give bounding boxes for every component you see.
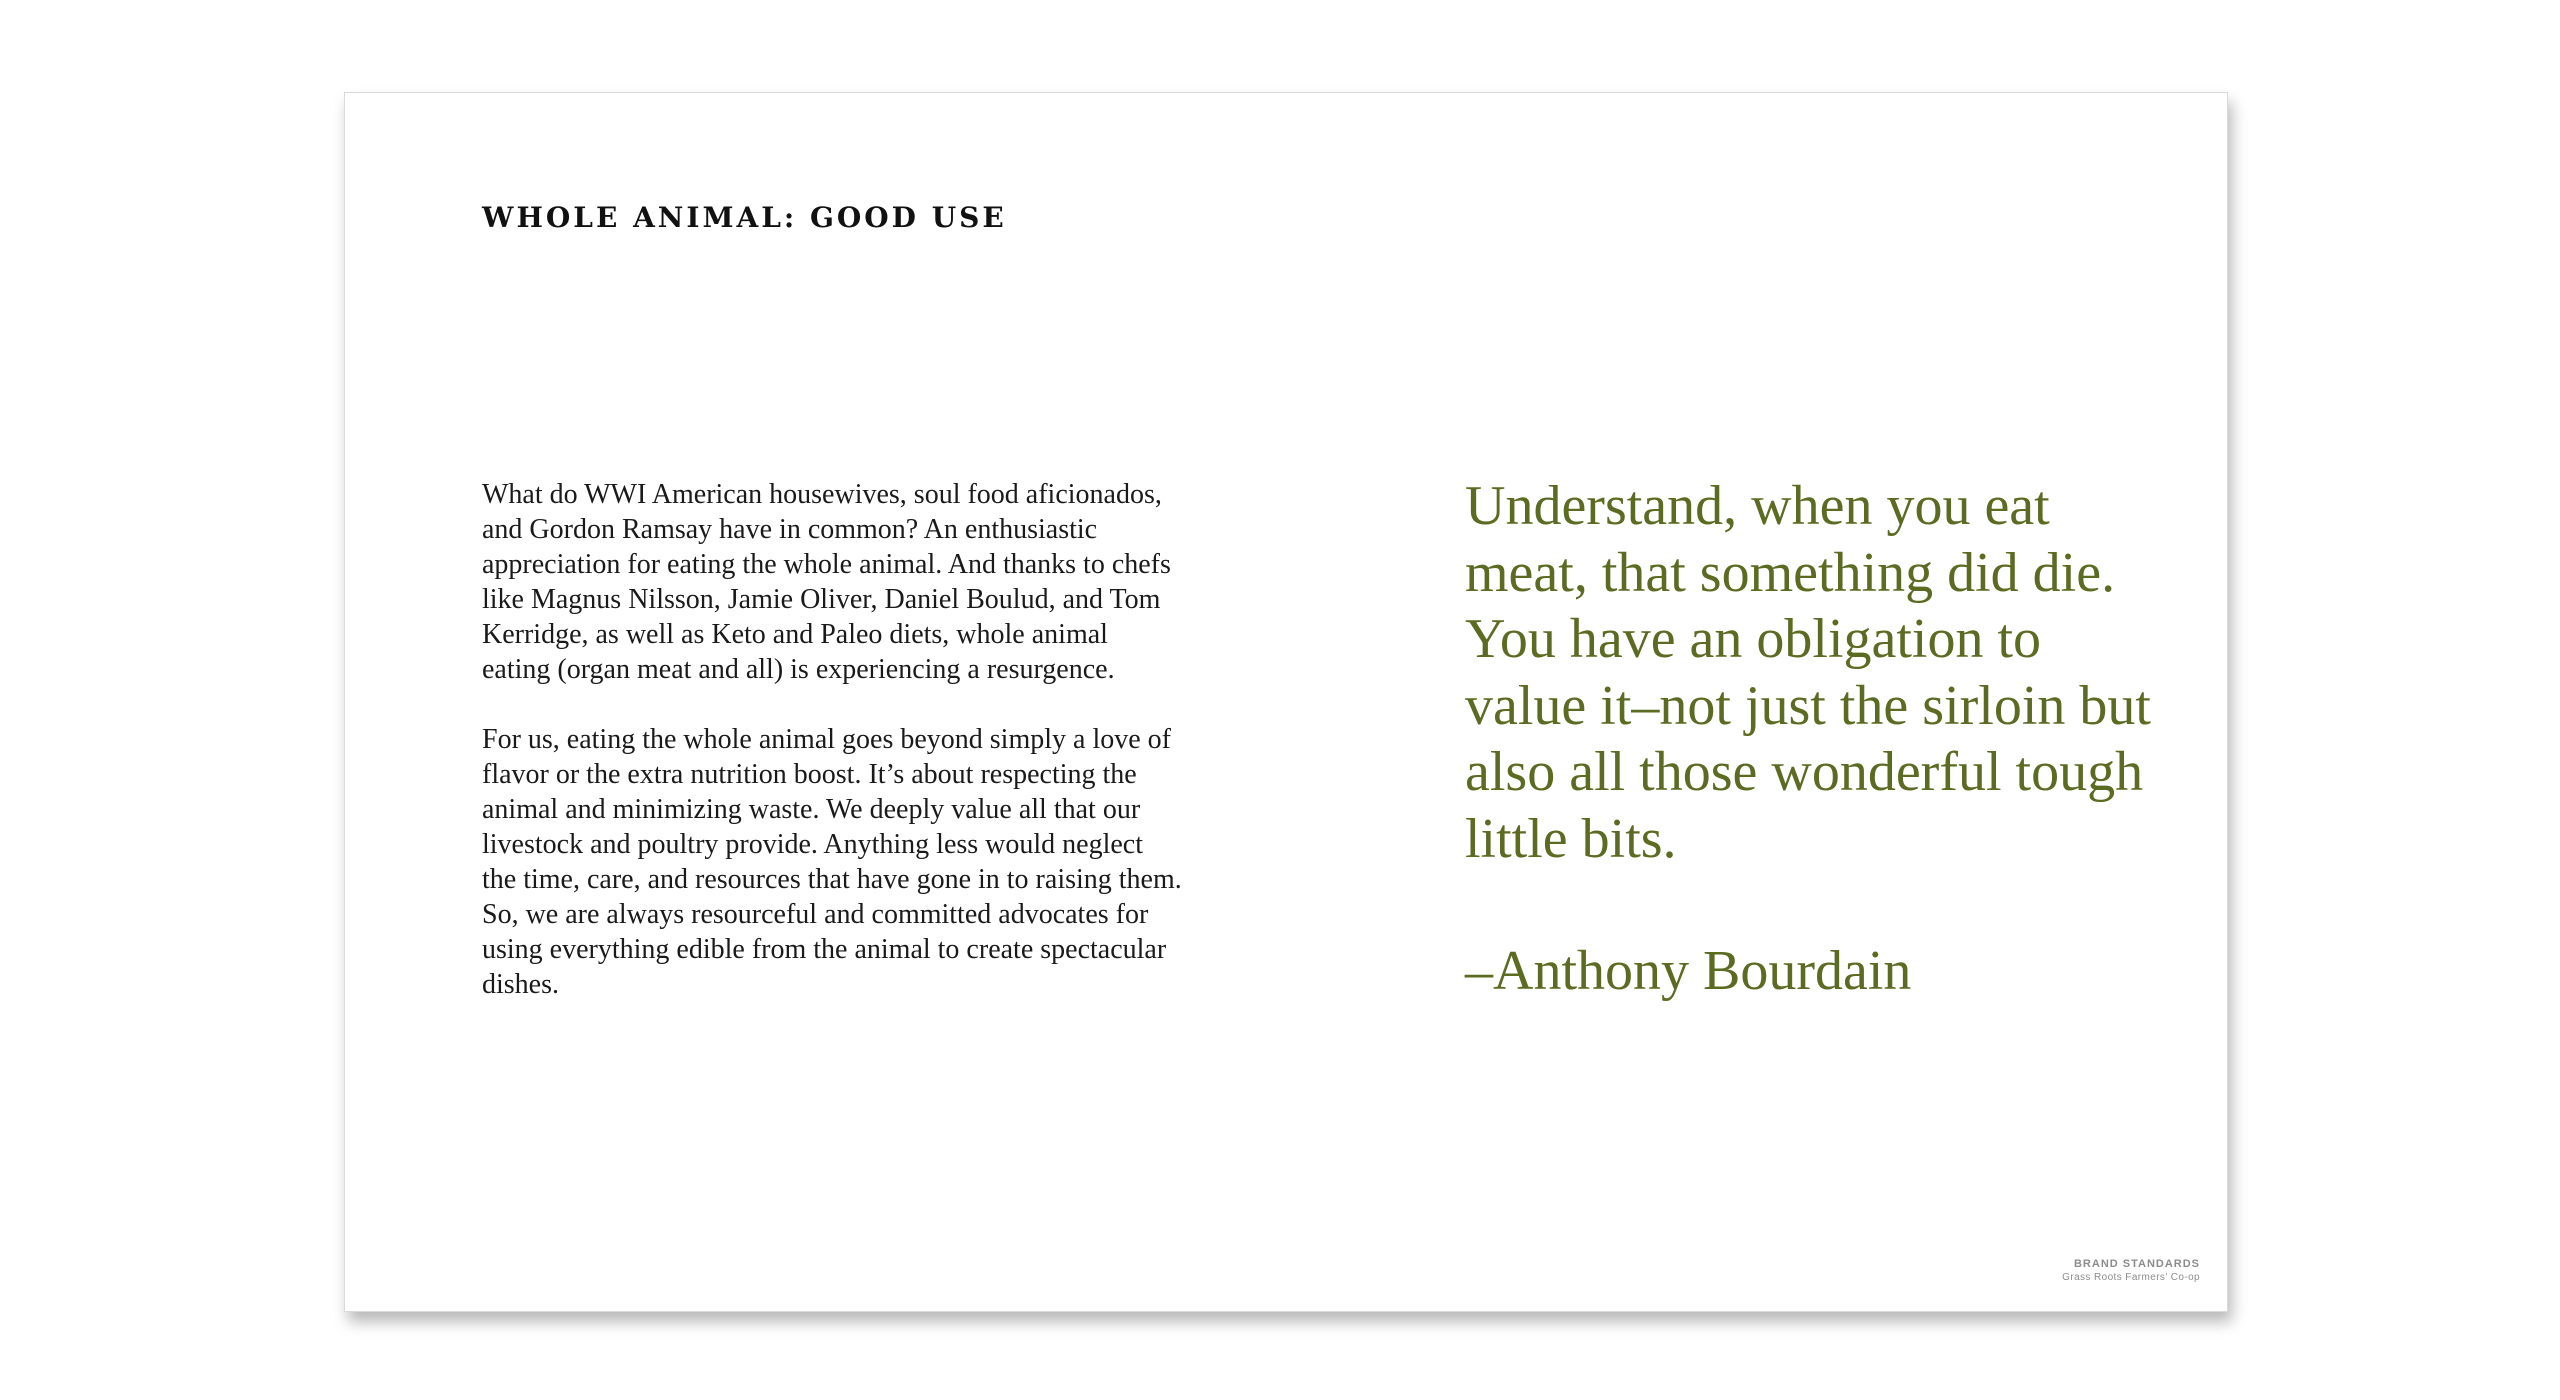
footer-title: BRAND STANDARDS <box>2073 1258 2200 1270</box>
section-title: WHOLE ANIMAL: GOOD USE <box>482 201 1007 234</box>
body-column <box>482 477 1182 1037</box>
quote-author: –Anthony Bourdain <box>1465 940 1912 1002</box>
footer-subtitle: Grass Roots Farmers’ Co-op <box>2062 1272 2200 1283</box>
pull-quote <box>1465 473 2165 1005</box>
page-footer <box>2062 1258 2200 1284</box>
body-paragraph-1: What do WWI American housewives, soul food aficionados, and Gordon Ramsay have in common? An enthusiastic appreciation for eating the whole animal. And thanks to chefs like Magnus Nilsson, Jamie Oliver, Daniel Boulud, and Tom Kerridge, as well as Keto and Paleo diets, whole animal eating (organ meat and all) is experiencing a resurgence. <box>482 479 1171 685</box>
document-page <box>344 92 2228 1312</box>
body-paragraph-2: For us, eating the whole animal goes beyond simply a love of flavor or the extra nutrition boost. It’s about respecting the animal and minimizing waste. We deeply value all that our livestock and poultry provide. Anything less would neglect the time, care, and resources that have gone in to raising them. So, we are always resourceful and committed advocates for using everything edible from the animal to create spectacular dishes. <box>482 724 1182 1000</box>
quote-text: Understand, when you eat meat, that something did die. You have an obligation to value it–not just the sirloin but also all those wonderful tough little bits. <box>1465 475 2151 870</box>
